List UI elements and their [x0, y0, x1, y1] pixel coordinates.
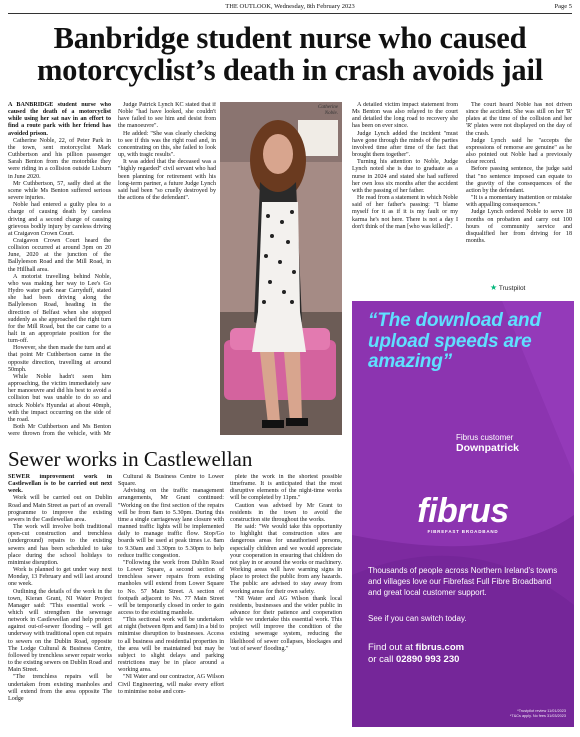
paragraph: Craigavon Crown Court heard the collision occurred at around 3pm on 20 June, 2020 at the junction of the Ballyleeson Road and the Mill Road, in the Hillhall area.: [8, 237, 111, 273]
sewer-headline: Sewer works in Castlewellan: [8, 447, 253, 471]
paragraph: Judge Lynch said he "accepts the expressions of remorse are genuine" as he also pointed out Noble had a previously clear record.: [466, 137, 572, 166]
paragraph: Outlining the details of the work in the town, Kieran Grant, NI Water Project Manager said: "This essential work – which will strengthen the sewerage network in Castlewellan and help protect against out-of-sewer flooding – will get underway with traditional open cut repairs to sewers on the Dublin Road, opposite The Lodge Cultural & Business Centre, followed by trenchless sewer repair works to the existing sewers on Dublin Road and Main Street.: [8, 588, 112, 674]
paragraph: He said: "We would take this opportunity to highlight that construction sites are dangerous areas for unauthorised persons, especially children and we would appreciate your cooperation in ensuring that children do not play in or around the works or machinery. Working areas will have warning signs in place to protect the public from any hazards. The public are advised to stay away from working areas for their own safety.: [230, 524, 342, 595]
fibrus-tagline: FIBREFAST BROADBAND: [427, 529, 499, 534]
paragraph: "NI Water and AG Wilson thank local residents, businesses and the wider public in advance for their patience and cooperation while we undertake this essential work. This project will improve the condition of the existing sewerage system, reducing the likelihood of sewer collapses, blockages and 'out of sewer' flooding.": [230, 595, 342, 652]
main-headline: Banbridge student nurse who caused motorcyclist’s death in crash avoids jail: [36, 21, 544, 87]
story-photo: [220, 102, 342, 435]
story1-column-1: [8, 102, 111, 437]
paragraph: SEWER improvement work in Castlewellan is to be carried out next week.: [8, 474, 112, 495]
paragraph: The court heard Noble has not driven since the accident. She was still on her 'R' plates at the time of the collision and her 'R' plates were not displayed on the day of the crash.: [466, 102, 572, 137]
paragraph: "It is a momentary inattention or mistake with appalling consequences.": [466, 195, 572, 209]
paragraph: Noble had entered a guilty plea to a charge of causing death by careless driving and a second charge of causing grievous bodily injury by careless driving at Craigavon Crown Court.: [8, 202, 111, 237]
paragraph: Judge Patrick Lynch KC stated that if Noble "had have looked, she couldn't have failed to see him and desist from the manoeuvre".: [118, 102, 216, 130]
customer-place: Downpatrick: [456, 442, 520, 454]
ad-body-text: Thousands of people across Northern Ireland's towns and villages love our Fibrefast Full Fibre Broadband and great local customer support.: [368, 566, 558, 597]
story2-column-2: [118, 474, 224, 730]
phone-number[interactable]: 02890 993 230: [395, 654, 460, 665]
paragraph: "Following the work from Dublin Road to Lower Square, a second section of trenchless sewer repairs from existing manholes will extend from Lower Square to No. 57 Main Street. A section of footpath adjacent to No. 77 Main Street will be temporarily closed in order to gain access to the existing manhole.: [118, 559, 224, 616]
ad-customer: [456, 433, 519, 453]
paragraph: Mr Cuthbertson, 57, sadly died at the scene while Ms Benton suffered serious severe injuries.: [8, 180, 111, 202]
paragraph: Work will be carried out on Dublin Road and Main Street as part of an overall programme to improve the existing sewers in the Castlewellan area.: [8, 495, 112, 523]
paragraph: Both Mr Cuthbertson and Ms Benton were thrown from the vehicle, with Mr: [8, 424, 111, 437]
paragraph: A motorist travelling behind Noble, who was making her way to Lee's Go Hydro water park near Carryduff, stated she had been driving along the Ballyleeson Road, heading in the direction of Belfast when she stopped suddenly as she approached the right turn for the Mill Road, but the car came to a halt in an appropriate position for the turn-off.: [8, 273, 111, 345]
ad-cta: See if you can switch today.: [368, 614, 467, 623]
story1-column-2: [118, 102, 216, 432]
paragraph: "NI Water and our contractor, AG Wilson Civil Engineering, will make every effort to minimise noise and com-: [118, 674, 224, 695]
ad-contact: [368, 642, 566, 666]
story1-column-3: [352, 102, 458, 274]
trustpilot-label: Trustpilot: [498, 285, 526, 292]
ad-quote: “The download and upload speeds are amazing”: [368, 310, 541, 372]
page-header: [8, 2, 572, 14]
paragraph: However, she then made the turn and at that point Mr Cuthbertson came in the opposite direction, travelling at around 50mph.: [8, 345, 111, 373]
paragraph: Before passing sentence, the judge said that "no sentence imposed can equate to the gravity of the consequences of the action by the defendant.: [466, 166, 572, 194]
paragraph: Work is planned to get under way next Monday, 13 February and will last around one week.: [8, 567, 112, 588]
story2-column-1: [8, 474, 112, 730]
paragraph: He read from a statement in which Noble said of her father's passing: "I blame myself for it as if it is my fault or my karma he's not here. There is not a day I don't think of the man [who was killed]".: [352, 195, 458, 230]
paragraph: plete the work in the shortest possible timeframe. It is anticipated that the most disruptive elements of the night-time works will be completed by 11pm.": [230, 474, 342, 502]
page-number: Page 5: [554, 3, 572, 10]
paragraph: "The trenchless repairs will be undertaken from existing manholes and will extend from the area opposite The Lodge: [8, 674, 112, 702]
star-icon: ★: [490, 283, 498, 292]
paragraph: Judge Lynch ordered Noble to serve 18 months on probation and carry out 100 hours of community service and disqualified her from driving for 18 months.: [466, 209, 572, 244]
paragraph: Turning his attention to Noble, Judge Lynch noted she is due to graduate as a nurse in 2024 and stated she had suffered her own loss six months after the accident with the passing of her father.: [352, 159, 458, 194]
paragraph: Cultural & Business Centre to Lower Square.: [118, 474, 224, 488]
woman-photo-illustration: [220, 102, 342, 435]
paragraph: He added: "She was clearly checking to see if this was the right road and, in concentrating on this, she failed to look up, with tragic results".: [118, 130, 216, 159]
paragraph: Catherine Noble, 22, of Peter Park in the town, sent motorcyclist Mark Cuthbertson and his pillion passenger Sarah Benton from the motorbike they were riding in a collision outside Lisburn in June 2020.: [8, 137, 111, 180]
call-label: or call: [368, 654, 394, 665]
fibrus-logo: fibrus: [417, 492, 509, 530]
story2-column-3: [230, 474, 342, 730]
find-out-label: Find out at: [368, 642, 413, 653]
paragraph: Caution was advised by Mr Grant to residents in the town to avoid the construction site throughout the works.: [230, 502, 342, 523]
paragraph: Judge Lynch added the incident "must have gone through the minds of the parties involved time after time of the fact that brought them together".: [352, 130, 458, 159]
paragraph: A BANBRIDGE student nurse who caused the death of a motorcyclist while using her sat nav in an effort to find a route park with her friend has avoided prison.: [8, 102, 111, 137]
website-link[interactable]: fibrus.com: [415, 642, 465, 653]
customer-label: Fibrus customer: [456, 433, 514, 442]
paragraph: While Noble hadn't seen him approaching, the victim immediately saw her manoeuvre and did his best to avoid a collision but was unable to do so and struck Noble's Hyundai at about 40mph, with the impact occurring on the side of the road.: [8, 373, 111, 423]
fibrus-advertisement[interactable]: [352, 275, 574, 727]
paragraph: "This sectional work will be undertaken at night (between 8pm and 6am) in a bid to minimise disruption to businesses. Access to all business and residential properties in the area will be maintained but may be subject to slight delays and parking restrictions may be in place around a working area.: [118, 617, 224, 674]
photo-credit: Catherine Noble.: [318, 105, 338, 116]
trustpilot-badge: [490, 283, 525, 292]
story1-column-4: [466, 102, 572, 274]
paragraph: The work will involve both traditional open-cut construction and trenchless (underground) repairs to the existing sewers and has been scheduled to take place during the school holidays to minimise disruption.: [8, 524, 112, 566]
paragraph: Advising on the traffic management arrangements, Mr Grant continued: "Working on the first section of the repairs will be from 8am to 5.30pm. During this time a single carriageway lane closure with manned traffic lights will be implemented daily to manage traffic flow. Stop/Go boards will be used at peak times i.e. 8am to 9.30am and 3.30pm to 5.30pm to help reduce traffic congestion.: [118, 488, 224, 559]
masthead: THE OUTLOOK, Wednesday, 8th February 2023: [225, 3, 355, 10]
paragraph: It was added that the deceased was a "highly regarded" civil servant who had been planning for retirement with his long-term partner, a future Judge Lynch said had been "so cruelly destroyed by the actions of the defendant".: [118, 159, 216, 202]
ad-terms: *Trustpilot review 11/01/2023 *T&Cs apply. No fees 31/03/2023: [509, 709, 566, 718]
paragraph: A detailed victim impact statement from Ms Benton was also relayed to the court and detailed the long road to recovery she has been on ever since.: [352, 102, 458, 130]
